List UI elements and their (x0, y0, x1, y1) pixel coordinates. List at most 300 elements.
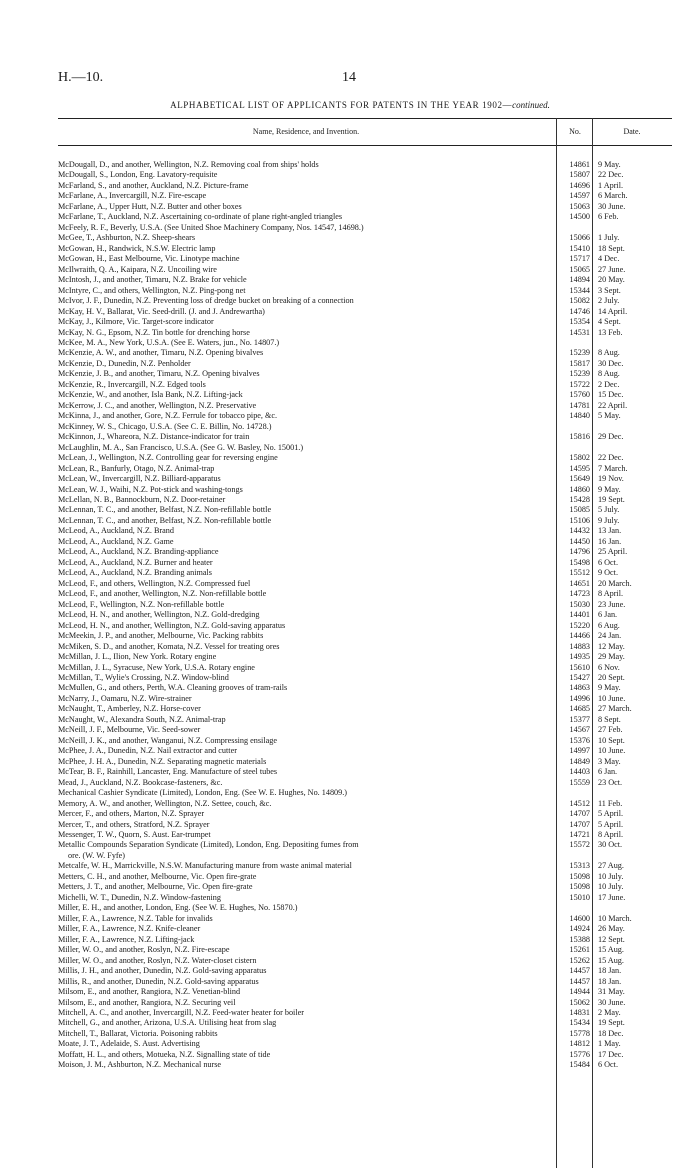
application-date: 27 Feb. (598, 725, 623, 735)
table-row (58, 422, 672, 432)
application-date: 5 July. (598, 505, 620, 515)
application-date: 22 April. (598, 400, 628, 410)
application-date: 5 April. (598, 819, 624, 829)
patent-number: 14466 (569, 631, 590, 641)
patent-number: 15434 (569, 1018, 590, 1028)
applicant-entry: McKerrow, J. C., and another, Wellington, N.Z. Preservative (58, 400, 257, 410)
applicant-entry: McMiken, S. D., and another, Komata, N.Z. Vessel for treating ores (58, 641, 280, 651)
application-date: 16 Jan. (598, 536, 622, 546)
table-row (58, 307, 672, 317)
patent-number: 15066 (569, 233, 590, 243)
table-row (58, 725, 672, 735)
applicant-entry: McNeill, J. F., Melbourne, Vic. Seed-sower (58, 725, 201, 735)
applicant-entry: Miller, F. A., Lawrence, N.Z. Knife-cleaner (58, 924, 201, 934)
patent-number: 15484 (569, 1060, 590, 1070)
application-date: 8 Aug. (598, 348, 620, 358)
applicant-entry: McLean, R., Banfurly, Otago, N.Z. Animal-trap (58, 463, 215, 473)
application-date: 30 Oct. (598, 840, 623, 850)
table-row (58, 652, 672, 662)
table-row (58, 474, 672, 484)
applicant-entry: McTear, B. F., Rainhill, Lancaster, Eng. Manufacture of steel tubes (58, 767, 278, 777)
table-row (58, 610, 672, 620)
application-date: 31 May. (598, 987, 625, 997)
applicant-entry: McGowan, H., East Melbourne, Vic. Linotype machine (58, 254, 240, 264)
table-row (58, 516, 672, 526)
application-date: 6 Nov. (598, 662, 620, 672)
page-title: ALPHABETICAL LIST OF APPLICANTS FOR PATENTS IN THE YEAR 1902—continued. (170, 100, 550, 110)
patent-number: 15262 (569, 955, 590, 965)
application-date: 18 Jan. (598, 966, 622, 976)
applicant-entry: Metcalfe, W. H., Marrickville, N.S.W. Manufacturing manure from waste animal material (58, 861, 352, 871)
patent-number: 14403 (569, 767, 590, 777)
applicant-entry: McKenzie, D., Dunedin, N.Z. Penholder (58, 358, 191, 368)
application-date: 23 June. (598, 599, 626, 609)
patent-number: 15377 (569, 714, 590, 724)
patent-number: 15062 (569, 997, 590, 1007)
patent-number: 14997 (569, 746, 590, 756)
table-row (58, 464, 672, 474)
table-row (58, 715, 672, 725)
application-date: 19 Nov. (598, 474, 624, 484)
application-date: 19 Sept. (598, 495, 625, 504)
patent-number: 15572 (569, 840, 590, 850)
table-row (58, 977, 672, 987)
application-date: 20 May. (598, 275, 625, 285)
table-row (58, 170, 672, 180)
applicant-entry: Milsom, E., and another, Rangiora, N.Z. Securing veil (58, 997, 236, 1007)
applicant-entry: McNaught, T., Amberley, N.Z. Horse-cover (58, 704, 201, 714)
patent-number: 14894 (569, 275, 590, 285)
table-row (58, 820, 672, 830)
applicant-entry: McLean, W. J., Waihi, N.Z. Pot-stick and washing-tongs (58, 484, 243, 494)
application-date: 3 Sept. (598, 285, 621, 295)
patent-number: 14707 (569, 819, 590, 829)
table-row (58, 778, 672, 788)
table-row (58, 338, 672, 348)
application-date: 18 Sept. (598, 243, 625, 253)
table-row (58, 642, 672, 652)
application-date: 2 Dec. (598, 379, 620, 389)
application-date: 30 June. (598, 997, 626, 1007)
patent-number: 15065 (569, 264, 590, 274)
applicant-entry: McMillan, J. L., Syracuse, New York, U.S.A. Rotary engine (58, 662, 255, 672)
patent-number: 15344 (569, 285, 590, 295)
application-date: 15 Aug. (598, 955, 624, 965)
applicant-entry: Michelli, W. T., Dunedin, N.Z. Window-fastening (58, 892, 221, 902)
application-date: 26 May. (598, 924, 625, 934)
table-row (58, 1029, 672, 1039)
applicant-entry: ore. (W. W. Fyfe) (68, 850, 125, 860)
patent-number: 14450 (569, 536, 590, 546)
application-date: 9 May. (598, 683, 621, 693)
patent-number: 14512 (569, 798, 590, 808)
applicant-entry: Milsom, E., and another, Rangiora, N.Z. Venetian-blind (58, 987, 241, 997)
applicant-entry: McKinney, W. S., Chicago, U.S.A. (See C. E. Billin, No. 14728.) (58, 421, 272, 431)
application-date: 8 Sept. (598, 714, 621, 724)
table-row (58, 788, 672, 798)
patent-number: 15261 (569, 945, 590, 955)
applicant-entry: McDougall, D., and another, Wellington, N.Z. Removing coal from ships' holds (58, 160, 319, 169)
table-row (58, 998, 672, 1008)
patent-number: 14840 (569, 411, 590, 421)
patent-number: 15106 (569, 515, 590, 525)
patent-number: 14432 (569, 526, 590, 536)
applicant-entry: McLeod, H. N., and another, Wellington, N.Z. Gold-saving apparatus (58, 620, 286, 630)
table-row (58, 1018, 672, 1028)
application-date: 13 Jan. (598, 526, 622, 536)
patent-number: 14746 (569, 306, 590, 316)
application-date: 9 July. (598, 515, 620, 525)
patent-number: 14531 (569, 327, 590, 337)
application-date: 6 Oct. (598, 557, 619, 567)
applicant-entry: Memory, A. W., and another, Wellington, N.Z. Settee, couch, &c. (58, 798, 272, 808)
application-date: 3 May. (598, 756, 621, 766)
applicant-entry: McKay, H. V., Ballarat, Vic. Seed-drill. (J. and J. Andrewartha) (58, 306, 265, 316)
applicant-entry: McMullen, G., and others, Perth, W.A. Cleaning grooves of tram-rails (58, 683, 288, 693)
application-date: 6 March. (598, 191, 628, 201)
applicant-entry: Millis, J. H., and another, Dunedin, N.Z. Gold-saving apparatus (58, 966, 267, 976)
table-row (58, 1008, 672, 1018)
application-date: 10 June. (598, 693, 626, 703)
patent-number: 15778 (569, 1028, 590, 1038)
applicant-entry: McLean, J., Wellington, N.Z. Controlling gear for reversing engine (58, 453, 278, 463)
application-date: 24 Jan. (598, 631, 622, 641)
applicant-entry: McKenzie, A. W., and another, Timaru, N.Z. Opening bivalves (58, 348, 264, 358)
application-date: 17 June. (598, 892, 626, 902)
application-date: 30 Dec. (598, 358, 624, 368)
application-date: 20 March. (598, 578, 632, 588)
patent-number: 15239 (569, 369, 590, 379)
applicant-entry: McLeod, A., Auckland, N.Z. Game (58, 536, 174, 546)
table-row (58, 286, 672, 296)
patent-number: 15760 (569, 390, 590, 400)
patent-number: 14721 (569, 830, 590, 839)
patent-number: 14651 (569, 578, 590, 588)
applicant-entry: McMeekin, J. P., and another, Melbourne, Vic. Packing rabbits (58, 631, 264, 641)
application-date: 12 May. (598, 641, 625, 651)
applicant-entry: Metters, C. H., and another, Melbourne, Vic. Open fire-grate (58, 871, 257, 881)
patent-number: 15610 (569, 662, 590, 672)
applicant-entry: Mitchell, T., Ballarat, Victoria. Poisoning rabbits (58, 1028, 218, 1038)
table-row (58, 840, 672, 850)
table-row (58, 631, 672, 641)
patent-number: 15428 (569, 495, 590, 504)
applicant-entry: McLean, W., Invercargill, N.Z. Billiard-apparatus (58, 474, 221, 484)
application-date: 10 June. (598, 746, 626, 756)
patent-number: 15082 (569, 296, 590, 306)
table-row (58, 600, 672, 610)
table-row (58, 495, 672, 505)
application-date: 15 Aug. (598, 945, 624, 955)
patent-number: 15410 (569, 243, 590, 253)
applicant-entry: McLeod, H. N., and another, Wellington, N.Z. Gold-dredging (58, 610, 260, 620)
table-row (58, 432, 672, 442)
table-row (58, 694, 672, 704)
title-continued: continued. (512, 100, 550, 110)
applicant-entry: McLeod, A., Auckland, N.Z. Branding animals (58, 568, 212, 578)
table-row (58, 673, 672, 683)
table-row (58, 767, 672, 777)
applicant-entry: McKenzie, J. B., and another, Timaru, N.Z. Opening bivalves (58, 369, 260, 379)
table-row (58, 861, 672, 871)
applicant-entry: McGee, T., Ashburton, N.Z. Sheep-shears (58, 233, 196, 243)
applicant-entry: McFarlane, A., Invercargill, N.Z. Fire-escape (58, 191, 207, 201)
table-row (58, 359, 672, 369)
applicant-entry: McDougall, S., London, Eng. Lavatory-requisite (58, 170, 218, 180)
applicant-entry: McLeod, F., and others, Wellington, N.Z. Compressed fuel (58, 578, 251, 588)
application-date: 17 Dec. (598, 1049, 624, 1059)
application-date: 1 April. (598, 180, 624, 190)
column-header-name: Name, Residence, and Invention. (252, 127, 360, 136)
application-date: 27 March. (598, 704, 632, 714)
application-date: 2 May. (598, 1007, 621, 1017)
applicant-entry: McNarry, J., Oamaru, N.Z. Wire-strainer (58, 693, 192, 703)
applicant-entry: Metallic Compounds Separation Syndicate (Limited), London, Eng. Depositing fumes from (58, 840, 359, 850)
application-date: 10 July. (598, 871, 624, 881)
application-date: 9 Oct. (598, 568, 619, 578)
application-date: 6 Jan. (598, 610, 618, 620)
application-date: 6 Jan. (598, 767, 618, 777)
table-row (58, 254, 672, 264)
application-date: 10 March. (598, 913, 632, 923)
table-row (58, 244, 672, 254)
patent-number: 15388 (569, 934, 590, 944)
applicant-entry: McFarlane, A., Upper Hutt, N.Z. Butter and other boxes (58, 201, 242, 211)
applicant-entry: Millis, R., and another, Dunedin, N.Z. Gold-saving apparatus (58, 976, 259, 986)
applicant-entry: McKinna, J., and another, Gore, N.Z. Ferrule for tobacco pipe, &c. (58, 411, 278, 421)
column-header-no: No. (569, 127, 581, 136)
applicant-entry: Moate, J. T., Adelaide, S. Aust. Advertising (58, 1039, 200, 1049)
application-date: 14 April. (598, 306, 628, 316)
table-row (58, 233, 672, 243)
table-row (58, 202, 672, 212)
table-row (58, 851, 672, 861)
table-row (58, 736, 672, 746)
table-header (58, 118, 672, 146)
patent-number: 15030 (569, 599, 590, 609)
patent-number: 15354 (569, 317, 590, 327)
table-row (58, 663, 672, 673)
patent-number: 14849 (569, 756, 590, 766)
table-row (58, 443, 672, 453)
table-row (58, 1060, 672, 1070)
table-row (58, 945, 672, 955)
application-date: 29 May. (598, 652, 625, 662)
patent-number: 14401 (569, 610, 590, 620)
table-row (58, 265, 672, 275)
patent-number: 15239 (569, 348, 590, 358)
table-row (58, 1050, 672, 1060)
patent-number: 14831 (569, 1007, 590, 1017)
application-date: 10 July. (598, 882, 624, 892)
application-date: 27 Aug. (598, 861, 624, 871)
applicant-entry: McKay, N. G., Epsom, N.Z. Tin bottle for drenching horse (58, 327, 250, 337)
table-row (58, 966, 672, 976)
table-row (58, 191, 672, 201)
patent-number: 15817 (569, 358, 590, 368)
patent-number: 15010 (569, 892, 590, 902)
application-date: 5 April. (598, 809, 624, 819)
application-date: 12 Sept. (598, 934, 625, 944)
table-row (58, 380, 672, 390)
application-date: 22 Dec. (598, 453, 624, 463)
table-row (58, 160, 672, 170)
table-row (58, 348, 672, 358)
applicant-entry: McNeill, J. K., and another, Wanganui, N.Z. Compressing ensilage (58, 735, 277, 745)
applicant-entry: McKee, M. A., New York, U.S.A. (See E. Waters, jun., No. 14807.) (58, 337, 280, 347)
applicant-entry: Metters, J. T., and another, Melbourne, Vic. Open fire-grate (58, 882, 253, 892)
table-row (58, 704, 672, 714)
table-row (58, 328, 672, 338)
application-date: 19 Sept. (598, 1018, 625, 1028)
patent-number: 14781 (569, 400, 590, 410)
application-date: 8 April. (598, 589, 624, 599)
table-row (58, 547, 672, 557)
patent-number: 14861 (569, 160, 590, 169)
patent-number: 14500 (569, 212, 590, 222)
table-row (58, 296, 672, 306)
patent-number: 15816 (569, 432, 590, 442)
application-date: 4 Dec. (598, 254, 620, 264)
patent-number: 14685 (569, 704, 590, 714)
applicant-entry: Miller, F. A., Lawrence, N.Z. Table for invalids (58, 913, 213, 923)
patent-number: 14996 (569, 693, 590, 703)
application-date: 18 Dec. (598, 1028, 624, 1038)
patent-number: 15098 (569, 871, 590, 881)
applicant-entry: McLeod, A., Auckland, N.Z. Brand (58, 526, 174, 536)
table-row (58, 317, 672, 327)
applicant-entry: Miller, E. H., and another, London, Eng. (See W. E. Hughes, No. 15870.) (58, 903, 298, 913)
application-date: 18 Jan. (598, 976, 622, 986)
applicant-entry: McIntyre, C., and others, Wellington, N.Z. Ping-pong net (58, 285, 246, 295)
applicant-entry: McLennan, T. C., and another, Belfast, N.Z. Non-refillable bottle (58, 515, 272, 525)
table-row (58, 809, 672, 819)
table-row (58, 568, 672, 578)
table-row (58, 558, 672, 568)
document-reference: H.—10. (58, 70, 104, 85)
patent-number: 15512 (569, 568, 590, 578)
applicant-entry: McFarland, S., and another, Auckland, N.Z. Picture-frame (58, 180, 249, 190)
patent-number: 15559 (569, 777, 590, 787)
applicant-entry: McFeely, R. F., Beverly, U.S.A. (See United Shoe Machinery Company, Nos. 14547, 14698.) (58, 222, 364, 232)
applicant-entry: Mead, J., Auckland, N.Z. Bookcase-fasteners, &c. (58, 777, 223, 787)
table-row (58, 526, 672, 536)
application-date: 1 May. (598, 1039, 621, 1049)
applicant-entry: McKinnon, J., Whareora, N.Z. Distance-indicator for train (58, 432, 250, 442)
table-row (58, 589, 672, 599)
patent-number: 14863 (569, 683, 590, 693)
application-date: 11 Feb. (598, 798, 623, 808)
applicant-entry: Miller, W. O., and another, Roslyn, N.Z. Water-closet cistern (58, 955, 257, 965)
patent-number: 15098 (569, 882, 590, 892)
table-row (58, 757, 672, 767)
applicant-entry: Moffatt, H. L., and others, Motueka, N.Z. Signalling state of tide (58, 1049, 271, 1059)
applicants-table (58, 118, 672, 1071)
applicant-entry: McLeod, F., Wellington, N.Z. Non-refillable bottle (58, 599, 225, 609)
patent-number: 14457 (569, 976, 590, 986)
application-date: 15 Dec. (598, 390, 624, 400)
applicant-entry: McIlwraith, Q. A., Kaipara, N.Z. Uncoiling wire (58, 264, 217, 274)
table-row (58, 924, 672, 934)
patent-number: 14860 (569, 484, 590, 494)
table-row (58, 485, 672, 495)
application-date: 6 Oct. (598, 1060, 619, 1070)
title-text: ALPHABETICAL LIST OF APPLICANTS FOR PATENTS IN THE YEAR 1902 (170, 100, 503, 110)
applicant-entry: McLennan, T. C., and another, Belfast, N.Z. Non-refillable bottle (58, 505, 272, 515)
table-row (58, 683, 672, 693)
table-row (58, 411, 672, 421)
application-date: 4 Sept. (598, 317, 621, 327)
table-row (58, 212, 672, 222)
patent-number: 14457 (569, 966, 590, 976)
application-date: 25 April. (598, 547, 628, 557)
patent-number: 15085 (569, 505, 590, 515)
patent-number: 15498 (569, 557, 590, 567)
patent-number: 15717 (569, 254, 590, 264)
applicant-entry: Messenger, T. W., Quorn, S. Aust. Ear-trumpet (58, 830, 211, 839)
table-row (58, 537, 672, 547)
table-row (58, 935, 672, 945)
column-header-date: Date. (623, 127, 641, 136)
application-date: 22 Dec. (598, 170, 624, 180)
table-row (58, 579, 672, 589)
applicant-entry: McPhee, J. H. A., Dunedin, N.Z. Separating magnetic materials (58, 756, 267, 766)
application-date: 9 May. (598, 160, 621, 169)
applicant-entry: McKay, J., Kilmore, Vic. Target-score indicator (58, 317, 214, 327)
patent-number: 14944 (569, 987, 590, 997)
table-row (58, 621, 672, 631)
application-date: 8 April. (598, 830, 624, 839)
patent-number: 14935 (569, 652, 590, 662)
patent-number: 14796 (569, 547, 590, 557)
applicant-entry: McMillan, J. L., Ilion, New York. Rotary engine (58, 652, 217, 662)
applicant-entry: McIntosh, J., and another, Timaru, N.Z. Brake for vehicle (58, 275, 247, 285)
patent-number: 14696 (569, 180, 590, 190)
applicant-entry: McLeod, A., Auckland, N.Z. Burner and heater (58, 557, 213, 567)
table-row (58, 830, 672, 840)
patent-number: 14567 (569, 725, 590, 735)
patent-number: 15802 (569, 453, 590, 463)
applicant-entry: McLaughlin, M. A., San Francisco, U.S.A. (See G. W. Basley, No. 15001.) (58, 442, 304, 452)
applicant-entry: McNaught, W., Alexandra South, N.Z. Animal-trap (58, 714, 226, 724)
patent-number: 15063 (569, 201, 590, 211)
patent-number: 14883 (569, 641, 590, 651)
applicant-entry: McKenzie, W., and another, Isla Bank, N.Z. Lifting-jack (58, 390, 243, 400)
applicant-entry: Miller, W. O., and another, Roslyn, N.Z. Fire-escape (58, 945, 230, 955)
applicant-entry: McFarlane, T., Auckland, N.Z. Ascertaining co-ordinate of plane right-angled triangles (58, 212, 343, 222)
patent-number: 14924 (569, 924, 590, 934)
patent-number: 15722 (569, 379, 590, 389)
table-row (58, 872, 672, 882)
application-date: 29 Dec. (598, 432, 624, 442)
application-date: 8 Aug. (598, 369, 620, 379)
table-row (58, 401, 672, 411)
table-row (58, 903, 672, 913)
patent-number: 14600 (569, 913, 590, 923)
table-row (58, 1039, 672, 1049)
applicant-entry: Miller, F. A., Lawrence, N.Z. Lifting-jack (58, 934, 195, 944)
table-row (58, 390, 672, 400)
table-row (58, 369, 672, 379)
patent-number: 14597 (569, 191, 590, 201)
patent-number: 14723 (569, 589, 590, 599)
table-row (58, 799, 672, 809)
applicant-entry: Mechanical Cashier Syndicate (Limited), London, Eng. (See W. E. Hughes, No. 14809.) (58, 788, 347, 798)
table-row (58, 746, 672, 756)
table-row (58, 914, 672, 924)
application-date: 7 March. (598, 463, 628, 473)
table-row (58, 275, 672, 285)
